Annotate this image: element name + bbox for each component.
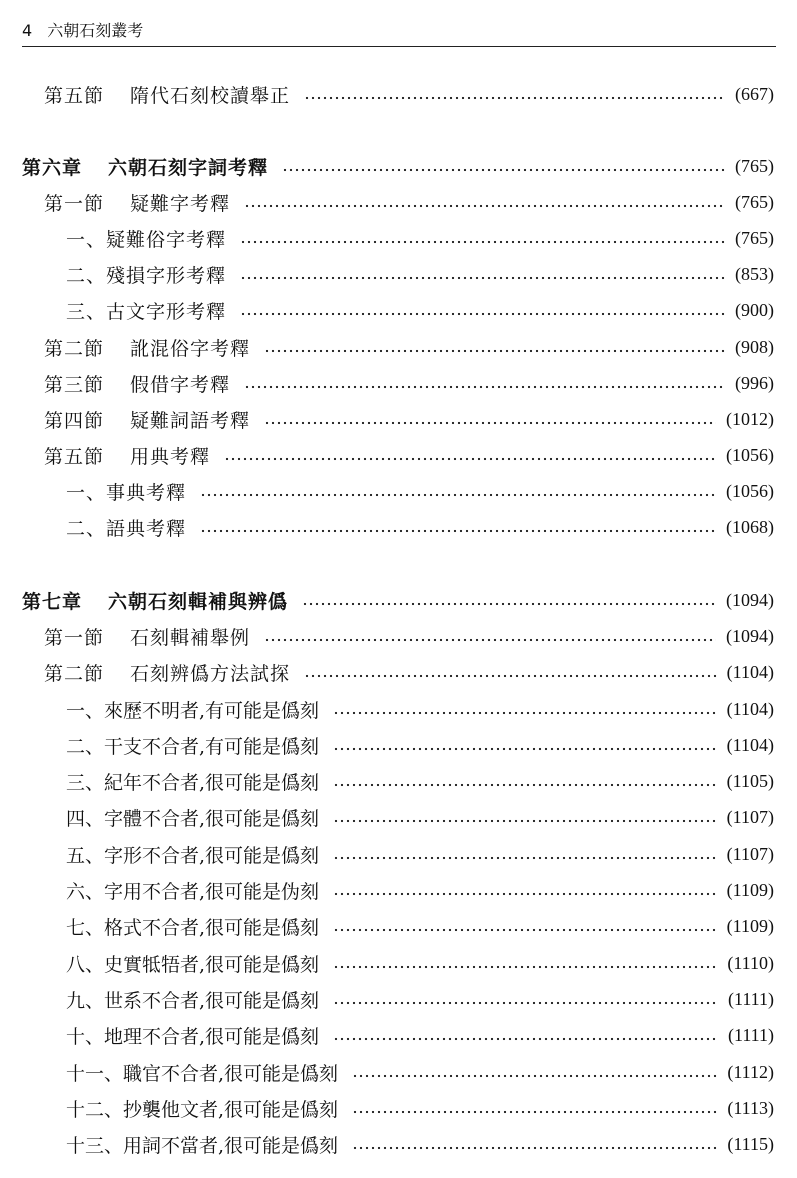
dot-leader xyxy=(302,584,716,616)
toc-page-ref: (667) xyxy=(735,83,774,104)
dot-leader xyxy=(282,150,725,182)
dot-leader xyxy=(333,801,717,833)
toc-entry-title: 三、紀年不合者,很可能是僞刻 xyxy=(66,771,320,794)
toc-page-ref: (765) xyxy=(735,155,774,176)
toc-page-ref: (1107) xyxy=(726,806,774,827)
toc-entry[interactable] xyxy=(66,1128,774,1160)
toc-entry-title: 十一、職官不合者,很可能是僞刻 xyxy=(66,1062,339,1085)
toc-entry-title: 一、事典考釋 xyxy=(66,481,187,504)
toc-entry-title: 第四節 疑難詞語考釋 xyxy=(44,409,251,432)
dot-leader xyxy=(240,294,725,326)
toc-entry[interactable] xyxy=(66,801,774,833)
toc-entry-title: 二、殘損字形考釋 xyxy=(66,264,227,287)
dot-leader xyxy=(264,403,716,435)
toc-page-ref: (1113) xyxy=(727,1097,774,1118)
toc-entry-title: 第七章 六朝石刻輯補與辨僞 xyxy=(22,590,289,613)
toc-page-ref: (765) xyxy=(735,227,774,248)
toc-entry[interactable] xyxy=(66,1056,774,1088)
toc-entry[interactable] xyxy=(66,258,774,290)
toc-chapter-entry[interactable] xyxy=(22,150,774,182)
dot-leader xyxy=(240,258,725,290)
toc-page-ref: (1012) xyxy=(726,408,774,429)
toc-entry[interactable] xyxy=(44,186,774,218)
toc-page-ref: (1115) xyxy=(727,1133,774,1154)
toc-entry-title: 一、來歷不明者,有可能是僞刻 xyxy=(66,699,320,722)
toc-page-ref: (1104) xyxy=(726,661,774,682)
toc-entry-title: 七、格式不合者,很可能是僞刻 xyxy=(66,916,320,939)
toc-entry[interactable] xyxy=(44,439,774,471)
toc-page-ref: (765) xyxy=(735,191,774,212)
toc-entry[interactable] xyxy=(66,511,774,543)
toc-page-ref: (1056) xyxy=(726,480,774,501)
dot-leader xyxy=(304,78,725,110)
toc-entry-title: 十、地理不合者,很可能是僞刻 xyxy=(66,1025,320,1048)
toc-entry-title: 四、字體不合者,很可能是僞刻 xyxy=(66,807,320,830)
toc-entry-title: 三、古文字形考釋 xyxy=(66,300,227,323)
toc-entry[interactable] xyxy=(66,765,774,797)
dot-leader xyxy=(244,186,725,218)
toc-entry[interactable] xyxy=(66,838,774,870)
toc-entry[interactable] xyxy=(44,620,774,652)
toc-entry[interactable] xyxy=(66,1092,774,1124)
toc-page-ref: (1104) xyxy=(726,734,774,755)
toc-entry[interactable] xyxy=(66,222,774,254)
toc-entry-title: 第一節 石刻輯補舉例 xyxy=(44,626,251,649)
toc-entry[interactable] xyxy=(66,294,774,326)
toc-page-ref: (996) xyxy=(735,372,774,393)
toc-entry[interactable] xyxy=(44,403,774,435)
toc-entry-title: 第六章 六朝石刻字詞考釋 xyxy=(22,156,269,179)
toc-page-ref: (1109) xyxy=(726,915,774,936)
toc-page-ref: (1105) xyxy=(726,770,774,791)
toc-entry[interactable] xyxy=(66,983,774,1015)
dot-leader xyxy=(352,1056,717,1088)
toc-entry[interactable] xyxy=(44,331,774,363)
toc-entry-title: 第二節 石刻辨僞方法試探 xyxy=(44,662,291,685)
page-number: 4 xyxy=(22,21,33,40)
dot-leader xyxy=(264,620,716,652)
book-title: 六朝石刻叢考 xyxy=(47,21,144,40)
toc-entry[interactable] xyxy=(66,475,774,507)
toc-page-ref: (1111) xyxy=(728,1024,774,1045)
toc-entry-title: 二、干支不合者,有可能是僞刻 xyxy=(66,735,320,758)
dot-leader xyxy=(244,367,725,399)
toc-entry-title: 六、字用不合者,很可能是伪刻 xyxy=(66,880,320,903)
toc-chapter-entry[interactable] xyxy=(22,584,774,616)
dot-leader xyxy=(304,656,717,688)
toc-entry[interactable] xyxy=(44,78,774,110)
toc-page-ref: (1068) xyxy=(726,516,774,537)
toc-entry[interactable] xyxy=(66,874,774,906)
dot-leader xyxy=(333,765,717,797)
toc-entry-title: 第一節 疑難字考釋 xyxy=(44,192,231,215)
toc-page-ref: (1109) xyxy=(726,879,774,900)
dot-leader xyxy=(333,910,717,942)
toc-page-ref: (1056) xyxy=(726,444,774,465)
toc-page-ref: (1094) xyxy=(726,625,774,646)
dot-leader xyxy=(224,439,716,471)
dot-leader xyxy=(333,693,717,725)
toc-entry[interactable] xyxy=(44,656,774,688)
dot-leader xyxy=(333,983,718,1015)
toc-entry-title: 第五節 用典考釋 xyxy=(44,445,211,468)
toc-entry[interactable] xyxy=(66,729,774,761)
toc-entry-title: 一、疑難俗字考釋 xyxy=(66,228,227,251)
dot-leader xyxy=(333,874,717,906)
toc-entry[interactable] xyxy=(66,910,774,942)
toc-entry[interactable] xyxy=(66,693,774,725)
dot-leader xyxy=(333,1019,718,1051)
toc-page-ref: (908) xyxy=(735,336,774,357)
dot-leader xyxy=(264,331,725,363)
toc-page-ref: (1111) xyxy=(728,988,774,1009)
dot-leader xyxy=(200,475,716,507)
dot-leader xyxy=(333,838,717,870)
toc-entry-title: 第二節 訛混俗字考釋 xyxy=(44,337,251,360)
toc-entry[interactable] xyxy=(66,947,774,979)
dot-leader xyxy=(352,1128,717,1160)
toc-entry-title: 第三節 假借字考釋 xyxy=(44,373,231,396)
toc-entry-title: 十三、用詞不當者,很可能是僞刻 xyxy=(66,1134,339,1157)
toc-page-ref: (1094) xyxy=(726,589,774,610)
toc-entry-title: 八、史實牴牾者,很可能是僞刻 xyxy=(66,953,320,976)
toc-entry-title: 第五節 隋代石刻校讀舉正 xyxy=(44,84,291,107)
dot-leader xyxy=(240,222,725,254)
toc-page-ref: (900) xyxy=(735,299,774,320)
toc-entry-title: 五、字形不合者,很可能是僞刻 xyxy=(66,844,320,867)
toc-entry-title: 九、世系不合者,很可能是僞刻 xyxy=(66,989,320,1012)
running-header xyxy=(22,18,776,47)
dot-leader xyxy=(333,729,717,761)
toc-entry-title: 十二、抄襲他文者,很可能是僞刻 xyxy=(66,1098,339,1121)
toc-entry[interactable] xyxy=(44,367,774,399)
toc-page-ref: (853) xyxy=(735,263,774,284)
toc-entry-title: 二、語典考釋 xyxy=(66,517,187,540)
dot-leader xyxy=(333,947,717,979)
toc-page-ref: (1112) xyxy=(727,1061,774,1082)
toc-page-ref: (1110) xyxy=(727,952,774,973)
dot-leader xyxy=(200,511,716,543)
dot-leader xyxy=(352,1092,717,1124)
toc-page-ref: (1107) xyxy=(726,843,774,864)
toc-page-ref: (1104) xyxy=(726,698,774,719)
toc-entry[interactable] xyxy=(66,1019,774,1051)
